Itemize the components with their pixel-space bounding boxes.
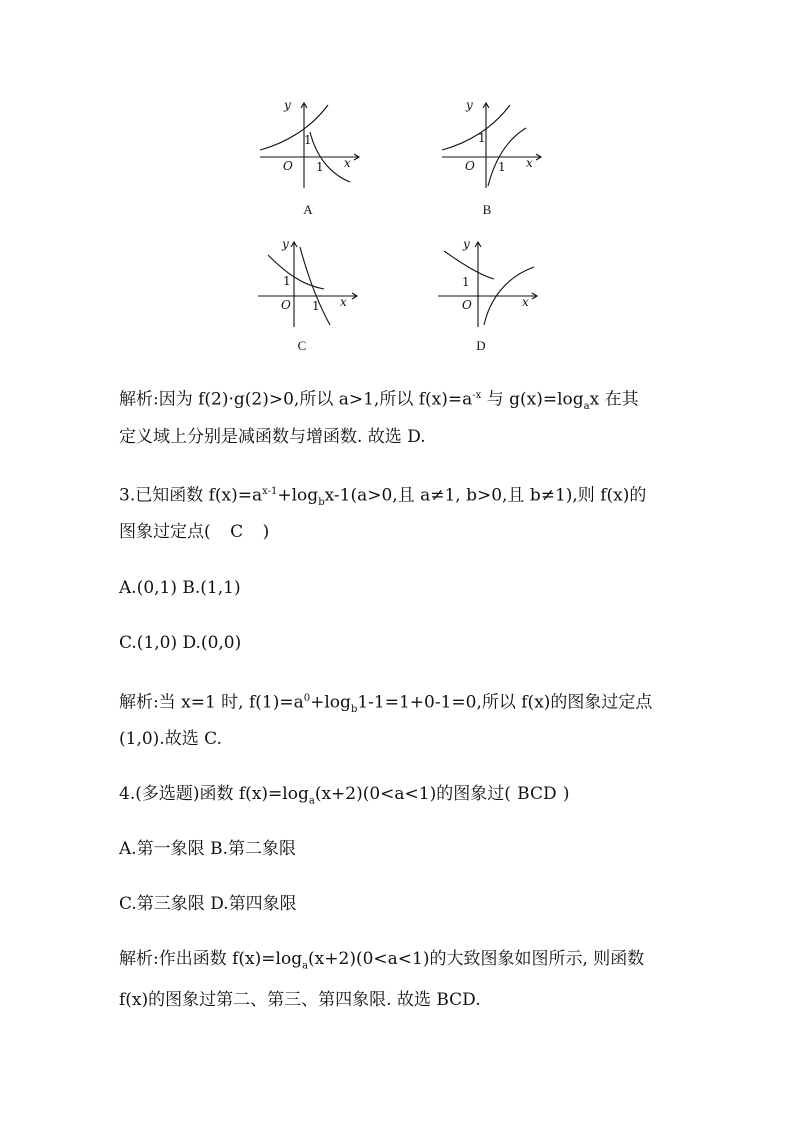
curve-log — [300, 247, 330, 325]
graph-d — [434, 237, 544, 332]
y-axis-label: y — [463, 237, 470, 251]
x-tick-label: 1 — [498, 160, 506, 174]
graph-a — [256, 98, 366, 193]
origin-label: O — [462, 298, 472, 312]
q4-options-cd: C.第三象限 D.第四象限 — [119, 894, 297, 914]
q3-options-ab: A.(0,1) B.(1,1) — [119, 578, 241, 598]
y-tick-label: 1 — [478, 131, 486, 145]
origin-label: O — [465, 159, 475, 173]
q4-stem: 4.(多选题)函数 $f(x)=\log_a(x+2)(0<a<1)$的图象过( BCD ) — [119, 784, 570, 807]
origin-label: O — [283, 159, 293, 173]
y-axis-label: y — [466, 98, 473, 112]
x-axis-label: x — [522, 295, 529, 309]
q3-stem-line2: 图象过定点( C ) — [119, 522, 270, 542]
graph-d-label: D — [476, 338, 486, 353]
q3-stem-line1: 3.已知函数 $f(x)=a^{x-1}+\log_bx-1(a>0$,且 a≠1, b>0,且 b≠1),则 f(x)的 — [119, 485, 647, 509]
graph-b — [438, 98, 548, 193]
graph-c-label: C — [297, 338, 307, 353]
q4-options-ab: A.第一象限 B.第二象限 — [119, 839, 296, 859]
q3-solution-line2: (1,0).故选 C. — [119, 729, 222, 749]
x-tick-label: 1 — [312, 299, 320, 313]
graph-a-label: A — [303, 202, 313, 217]
graph-c — [254, 237, 364, 332]
curve-exp — [442, 105, 510, 150]
curve-exp — [260, 105, 328, 150]
q2-solution-line1: 解析:因为 f(2)·g(2)>0,所以 a>1,所以 $f(x)=a^{-x}$ 与 $g(x)=\log_ax$ 在其 — [119, 389, 639, 413]
q4-answer: BCD — [517, 784, 557, 804]
x-axis-label: x — [344, 156, 351, 170]
q4-solution-line1: 解析:作出函数 $f(x)=\log_a(x+2)(0<a<1)$的大致图象如图所示, 则函数 — [119, 949, 645, 972]
y-tick-label: 1 — [462, 275, 470, 289]
q4-solution-line2: f(x)的图象过第二、第三、第四象限. 故选 BCD. — [119, 990, 481, 1010]
y-axis-label: y — [284, 98, 291, 112]
y-tick-label: 1 — [304, 133, 312, 147]
x-axis-label: x — [526, 156, 533, 170]
graph-b-label: B — [482, 202, 492, 217]
y-tick-label: 1 — [283, 274, 291, 288]
origin-label: O — [281, 298, 291, 312]
q3-answer: C — [230, 522, 244, 542]
q2-solution-line2: 定义域上分别是减函数与增函数. 故选 D. — [119, 427, 426, 447]
curve-exp — [268, 255, 324, 289]
q3-solution-line1: 解析:当 x=1 时, $f(1)=a^0+\log_b1-1=1+0-1=0$,所以 f(x)的图象过定点 — [119, 692, 653, 716]
y-axis-label: y — [282, 237, 289, 251]
x-axis-label: x — [340, 295, 347, 309]
x-tick-label: 1 — [316, 160, 324, 174]
q3-options-cd: C.(1,0) D.(0,0) — [119, 633, 242, 653]
